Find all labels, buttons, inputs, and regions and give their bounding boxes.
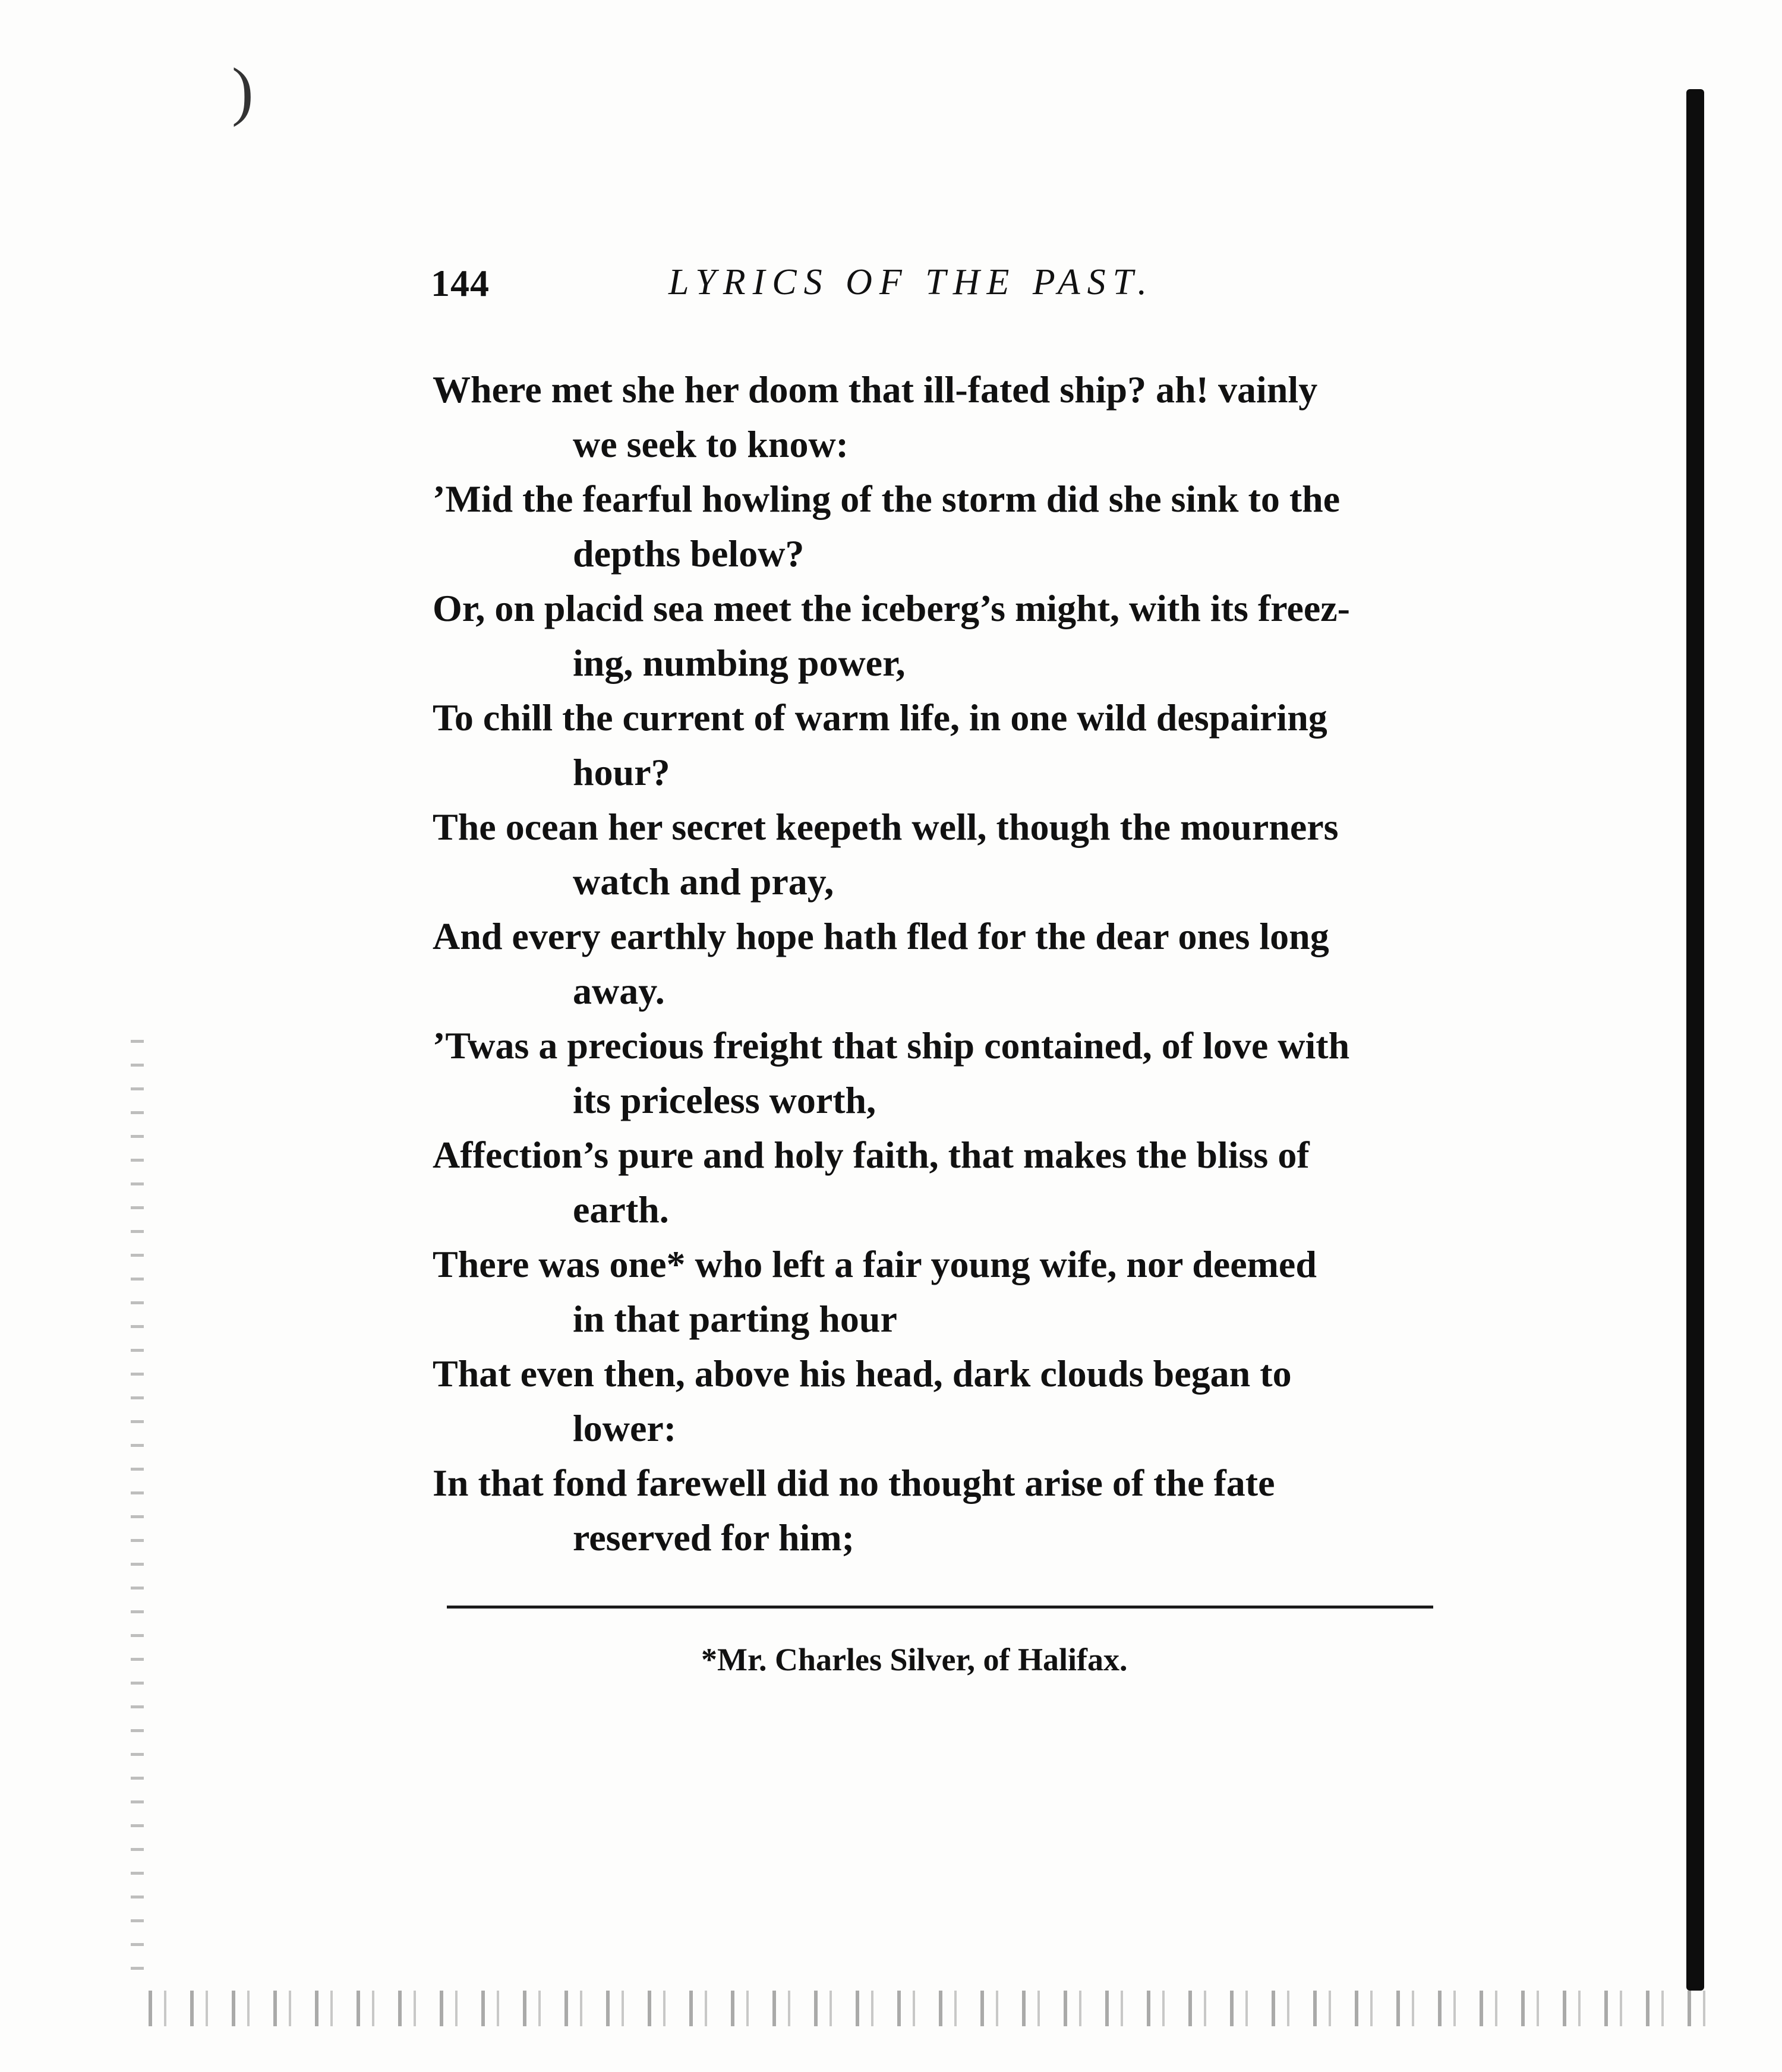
verse-line: reserved for him;: [573, 1516, 854, 1559]
verse-line: its priceless worth,: [573, 1079, 876, 1121]
verse-line: away.: [573, 970, 665, 1012]
verse-line: ’Mid the fearful howling of the storm did she sink to the: [433, 478, 1341, 520]
verse-line: Where met she her doom that ill-fated ship? ah! vainly: [433, 368, 1318, 411]
verse-line: Or, on placid sea meet the iceberg’s might, with its freez-: [433, 587, 1350, 629]
verse-line: in that parting hour: [573, 1298, 897, 1340]
verse-line: That even then, above his head, dark clouds began to: [433, 1352, 1292, 1395]
poem-text: [433, 362, 1502, 1565]
verse-line: ’Twas a precious freight that ship contained, of love with: [433, 1024, 1350, 1067]
verse-line: hour?: [573, 751, 670, 793]
running-header: [431, 261, 1239, 321]
verse-line: ing, numbing power,: [573, 642, 906, 684]
verse-line: There was one* who left a fair young wife, nor deemed: [433, 1243, 1317, 1285]
verse-line: lower:: [573, 1407, 677, 1449]
scan-noise-bottom: [149, 1991, 1705, 2026]
footnote: *Mr. Charles Silver, of Halifax.: [701, 1642, 1128, 1677]
verse-line: In that fond farewell did no thought arise of the fate: [433, 1462, 1275, 1504]
verse-line: The ocean her secret keepeth well, though the mourners: [433, 806, 1339, 848]
verse-line: And every earthly hope hath fled for the dear ones long: [433, 915, 1329, 957]
footnote-rule: [447, 1606, 1433, 1609]
verse-line: To chill the current of warm life, in one wild despairing: [433, 696, 1327, 739]
scan-noise-left: [131, 1040, 144, 1991]
verse-line: we seek to know:: [573, 423, 849, 465]
scan-mark: ): [232, 55, 254, 127]
verse-line: earth.: [573, 1188, 669, 1231]
verse-line: Affection’s pure and holy faith, that makes the bliss of: [433, 1134, 1310, 1176]
running-title: LYRICS OF THE PAST.: [668, 262, 1154, 302]
verse-line: depths below?: [573, 532, 805, 575]
binding-shadow: [1686, 89, 1704, 1991]
page-number: 144: [431, 262, 490, 304]
verse-line: watch and pray,: [573, 860, 834, 903]
